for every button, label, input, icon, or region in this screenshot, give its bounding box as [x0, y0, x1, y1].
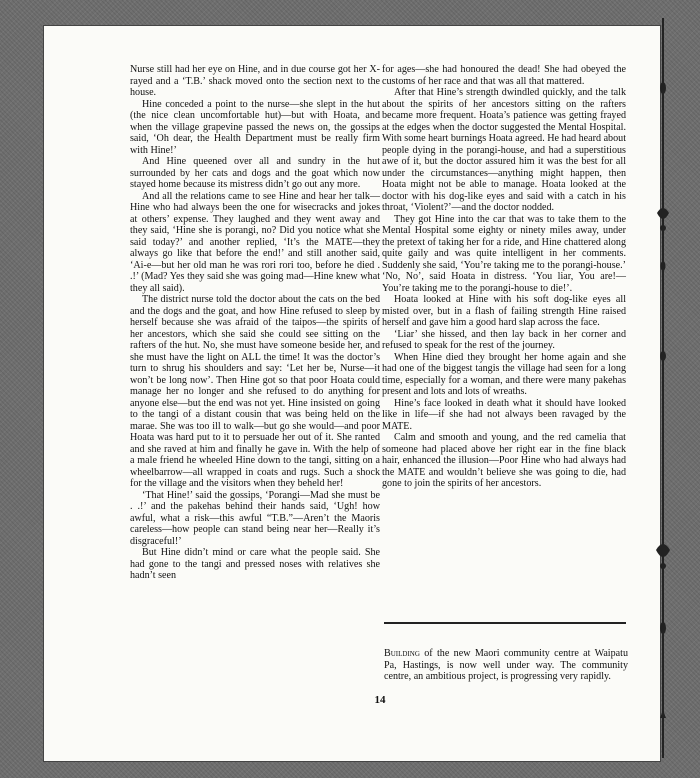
paragraph: Hine’s face looked in death what it should have looked like in life—if she had not always been ravaged by the MATE. [382, 397, 626, 432]
left-column [130, 64, 380, 582]
paragraph: ‘That Hine!’ said the gossips, ‘Porangi—Mad she must be . .!’ and the pakehas behind their hands said, ‘Ugh! how awful, what a risk—this awful “T.B.”—Aren’t the Maoris careless—how people can stand being near her—Really it’s disgraceful!’ [130, 489, 380, 547]
paragraph: And Hine queened over all and sundry in the hut surrounded by her cats and dogs and the goat which now stayed home because its mistress didn’t go out any more. [130, 156, 380, 190]
note-lead: Building [384, 648, 420, 659]
paragraph: Hine conceded a point to the nurse—she slept in the hut (the nice clean uncomfortable hut)—but with Hoata, and when the village grapevine passed the news on, the gossips said, ‘Oh dear, the Health Department must be really firm with Hine!’ [130, 98, 380, 156]
paragraph: Calm and smooth and young, and the red camelia that someone had placed above her right ear in the fine black hair, enhanced the illusion—Poor Hine who had always had the MATE and wouldn’t believe she was going to die, had gone to join the spirits of her ancestors. [382, 432, 626, 489]
paragraph: The district nurse told the doctor about the cats on the bed and the dogs and the goat, and how Hine refused to sleep by herself because she was afraid of the taipos—the spirits of her ancestors, which she said she could see sitting on the rafters of the hut. No, she must have someone beside her, and she must have the light on ALL the time! It was the doctor’s turn to shrug his shoulders and say: ‘Let her be, Nurse—it won’t be long now’. Then Hine got so that poor Hoata could manage her no longer and she refused to do anything for anyone else—but the end was not yet. Hine insisted on going to the tangi of a distant cousin that was being held on the marae. She was too ill to walk—but go she would—and poor Hoata was hard put to it to persuade her out of it. She ranted and she raved at him and finally he gave in. With the help of a male friend he wheeled Hine down to the tangi, sitting on a wheelbarrow—all wrapped in coats and rugs. Such a shock for the village and the visitors when they beheld her! [130, 294, 380, 489]
paragraph: After that Hine’s strength dwindled quickly, and the talk about the spirits of her ancestors sitting on the rafters became more frequent. Hoata’s patience was getting frayed at the edges when the doctor suggested the Mental Hospital. With some heart burnings Hoata agreed. He had heard about people dying in the porangi-house, and had a superstitious awe of it, but the doctor assured him it was the best for all under the circumstances—anything might happen, then Hoata might not be able to manage. Hoata looked at the doctor with his dog-like eyes and said with a catch in his throat, ‘Violent?’—and the doctor nodded. [382, 87, 626, 213]
paragraph: for ages—she had honoured the dead! She had obeyed the customs of her race and that was all that mattered. [382, 64, 626, 87]
paragraph: They got Hine into the car that was to take them to the Mental Hospital some eighty or ninety miles away, under the pretext of taking her for a ride, and Hine chattered along quite gaily and was quite intelligent in her comments. Suddenly she said, ‘You’re taking me to the porangi-house.’ ‘No, No’, said Hoata in distress. ‘You liar, You are!—You’re taking me to the porangi-house to die!’. [382, 213, 626, 294]
decorative-border-icon [648, 18, 678, 758]
page-number: 14 [374, 694, 386, 706]
paragraph: Nurse still had her eye on Hine, and in due course got her X-rayed and a ‘T.B.’ shack moved onto the section next to the house. [130, 64, 380, 98]
paragraph: ‘Liar’ she hissed, and then lay back in her corner and refused to speak for the rest of the journey. [382, 328, 626, 351]
section-divider [384, 622, 626, 624]
note-text: of the new Maori community centre at Waipatu Pa, Hastings, is now well under way. The community centre, an ambitious project, is progressing very rapidly. [384, 648, 628, 682]
paragraph: Hoata looked at Hine with his soft dog-like eyes all misted over, but in a flash of failing strength Hine raised herself and gave him a good hard slap across the face. [382, 294, 626, 328]
paragraph: But Hine didn’t mind or care what the people said. She had gone to the tangi and pressed noses with relatives she hadn’t seen [130, 547, 380, 581]
right-column [382, 64, 626, 490]
news-note [384, 648, 628, 683]
paragraph: When Hine died they brought her home again and she had one of the biggest tangis the village had seen for a long time, especially for a woman, and there were many pakehas present and lots and lots of wreaths. [382, 351, 626, 397]
paragraph: And all the relations came to see Hine and hear her talk—Hine who had always been the one for wisecracks and jokes at others’ expense. They laughed and they went away and they said, ‘Hine she is porangi, no? Did you notice what she said today?’ and another replied, ‘It’s the MATE—they always go like that before the end!’ and still another said, ‘Ai-e—but her old man he was rori rori too, before he died . .!’ (Mad? Yes they said she was going mad—Hine knew what they all said). [130, 190, 380, 294]
